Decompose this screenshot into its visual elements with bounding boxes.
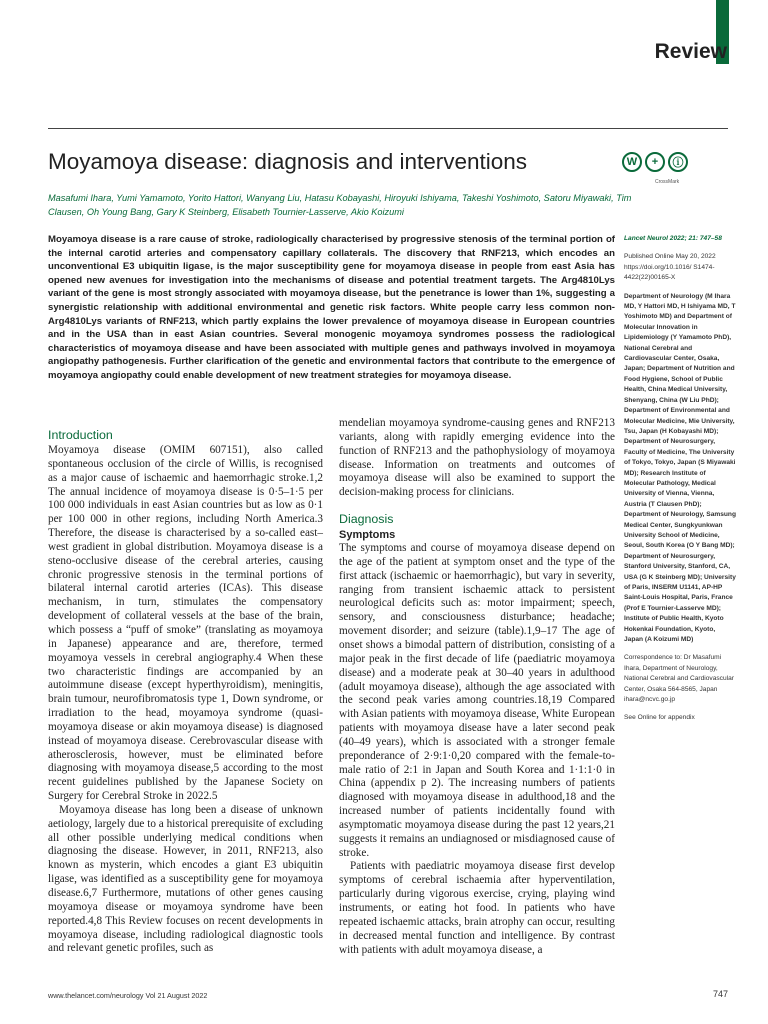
w-icon[interactable]: W [622, 152, 642, 172]
intro-paragraph-1: Moyamoya disease (OMIM 607151), also called spontaneous occlusion of the circle of Willis, is recognised as a major cause of ischaemic and haemorrhagic stroke.1,2 The annual incidence of moyamoya disease is 0·5–1·5 per 100 000 individuals in east Asian countries but as low as 0·1 per 100 000 in other regions, including North America.3 Therefore, the disease is characterised by a so-called east–west gradient in global distribution. Moyamoya disease is a steno-occlusive disease of the cerebral arteries, causing chronic progressive stenosis in the terminal portions of bilateral internal carotid arteries (ICAs). This disease mechanism, in turn, stimulates the compensatory development of collateral vessels at the base of the brain, which possess a “puff of smoke” (translating as moyamoya in Japanese) appearance and are, therefore, termed moyamoya vessels in cerebral angiography.4 When these two characteristic findings are accompanied by an autoimmune disease (except hyperthyroidism), meningitis, brain tumour, neurofibromatosis type 1, Down syndrome, or irradiation to the head, moyamoya syndrome (quasi-moyamoya disease or akin moyamoya disease) is diagnosed instead of moyamoya disease. Cerebrovascular disease with atherosclerosis, however, must be eliminated before diagnosing with moyamoya disease,5 according to the most recent guidelines published by the Japanese Society on Surgery for Cerebral Stroke in 2022.5 [48, 444, 323, 803]
open-access-icon[interactable]: ⓘ [668, 152, 688, 172]
diagnosis-heading: Diagnosis [339, 512, 394, 527]
article-title: Moyamoya disease: diagnosis and interventions [48, 149, 528, 174]
citation: Lancet Neurol 2022; 21: 747–58 [624, 235, 722, 242]
page-number: 747 [712, 989, 728, 999]
body-column-1 [48, 428, 323, 956]
intro-paragraph-2: Moyamoya disease has long been a disease of unknown aetiology, largely due to a historical prerequisite of excluding all other possible underlying medical conditions when diagnosing the disease. However, in 2011, RNF213, also known as mysterin, which encodes a giant E3 ubiquitin ligase, was identified as a susceptibility gene for moyamoya disease.6,7 Furthermore, mutations of other genes causing moyamoya disease or moyamoya syndrome have been reported.4,8 This Review focuses on recent developments in moyamoya disease, including radiological diagnostic tools and relevant genetic profiles, such as [48, 803, 323, 955]
footer-journal[interactable]: www.thelancet.com/neurology Vol 21 August 2022 [48, 991, 208, 1000]
affiliations: Department of Neurology (M Ihara MD, Y Hattori MD, H Ishiyama MD, T Yoshimoto MD) and Department of Molecular Innovation in Lipidemiology (Y Yamamoto PhD), National Cerebral and Cardiovascular Center, Osaka, Japan; Department of Nutrition and Food Hygiene, School of Public Health, China Medical University, Shenyang, China (W Liu PhD); Department of Environmental and Molecular Medicine, Mie University, Tsu, Japan (H Kobayashi MD); Department of Neurosurgery, Faculty of Medicine, The University of Tokyo, Tokyo, Japan (S Miyawaki MD); Research Institute of Molecular Pathology, Medical University of Vienna, Vienna, Austria (T Clausen PhD); Department of Neurology, Samsung Medical Center, Sungkyunkwan University School of Medicine, Seoul, South Korea (O Y Bang MD); Department of Neurosurgery, Stanford University, Stanford, CA, USA (G K Steinberg MD); University of Paris, INSERM U1141, AP-HP Saint-Louis Hospital, Paris, France (Prof E Tournier-Lasserve MD); Institute of Public Health, Kyoto Hokenkai Foundation, Kyoto, Japan (A Koizumi MD) [624, 292, 736, 644]
crossmark-label[interactable]: CrossMark [655, 179, 680, 185]
abstract: Moyamoya disease is a rare cause of stroke, radiologically characterised by progressive stenosis of the terminal portion of the internal carotid arteries and compensatory capillary collaterals. The discovery that RNF213, which encodes an unconventional E3 ubiquitin ligase, is the major susceptibility gene for moyamoya disease in people from east Asia has opened new avenues for investigation into the mechanisms of disease and potential treatment targets. The Arg4810Lys variant of the gene is most strongly associated with moyamoya disease, but the penetrance is lower than 1%, suggesting a synergistic relationship with additional environmental and genetic risk factors. White people carry less common non-Arg4810Lys variants of RNF213, which partly explains the lower prevalence of moyamoya disease in European countries and in the USA than in east Asian countries. Several monogenic moyamoya syndromes possess the radiological characteristics of moyamoya disease and have been associated with multiple genes and pathways involved in moyamoya angiopathy pathogenesis. Further clarification of the genetic and environmental factors that contribute to the emergence of moyamoya angiopathy could enable development of new treatment strategies for moyamoya disease. [48, 234, 615, 381]
correspondence[interactable]: Correspondence to: Dr Masafumi Ihara, Department of Neurology, National Cerebral and Cardiovascular Center, Osaka 564-8565, Japan ihara@ncvc.go.jp [624, 654, 734, 704]
column2-paragraph-1: mendelian moyamoya syndrome-causing genes and RNF213 variants, along with rapidly emerging evidence into the function of RNF213 and the pathophysiology of moyamoya disease. Information on treatments and outcomes of moyamoya disease will also be examined to support the decision-making process for clinicians. [339, 417, 615, 499]
article-icons [622, 152, 688, 172]
header-rule [48, 128, 728, 129]
sidebar [624, 234, 736, 732]
section-label: Review [654, 40, 727, 63]
published-online[interactable]: Published Online May 20, 2022 https://doi.org/10.1016/ S1474-4422(22)00165-X [624, 253, 716, 282]
symptoms-heading: Symptoms [339, 529, 396, 542]
author-list: Masafumi Ihara, Yumi Yamamoto, Yorito Hattori, Wanyang Liu, Hatasu Kobayashi, Hiroyuki Ishiyama, Takeshi Yoshimoto, Satoru Miyawaki, Tim Clausen, Oh Young Bang, Gary K Steinberg, Elisabeth Tournier-Lasserve, Akio Koizumi [48, 193, 632, 217]
column2-paragraph-2: The symptoms and course of moyamoya disease depend on the age of the patient at symptom onset and the type of the first attack (ischaemic or haemorrhagic), but vary in severity, ranging from transient ischaemic attack to persistent neurological deficits such as: motor impairment; speech, sensory, and consciousness disturbance; headache; movement disorder; and seizure (table).1,9–17 The age of onset shows a bimodal pattern of distribution, consisting of a major peak in the first decade of life (paediatric moyamoya disease) and a moderate peak at 30–40 years in adulthood (adult moyamoya disease), although the age associated with the second peak varies among countries.18,19 Compared with Asian patients with moyamoya disease, White European patients with moyamoya disease have a later second peak (40–49 years), which is associated with a stronger female preponderance of 2·9:1·0,20 compared with the female-to-male ratio of 2:1 in Japan and South Korea and 1·1:1·0 in China (appendix p 2). The increasing numbers of patients diagnosed with moyamoya disease in adulthood,18 and the increased number of patients incidentally found with asymptomatic moyamoya disease during the past 12 years,21 suggests it remains an undiagnosed or misdiagnosed cause of stroke. [339, 542, 615, 859]
body-column-2 [339, 417, 615, 957]
appendix-note[interactable]: See Online for appendix [624, 714, 695, 722]
introduction-heading: Introduction [48, 428, 113, 442]
plus-icon[interactable]: + [645, 152, 665, 172]
column2-paragraph-3: Patients with paediatric moyamoya disease first develop symptoms of cerebral ischaemia after hyperventilation, particularly during vigorous exercise, crying, playing wind instruments, or eating hot food. In patients who have repeated ischaemic attacks, brain atrophy can occur, resulting in decreased mental function and intelligence. By contrast with patients with adult moyamoya disease, a [339, 860, 615, 956]
